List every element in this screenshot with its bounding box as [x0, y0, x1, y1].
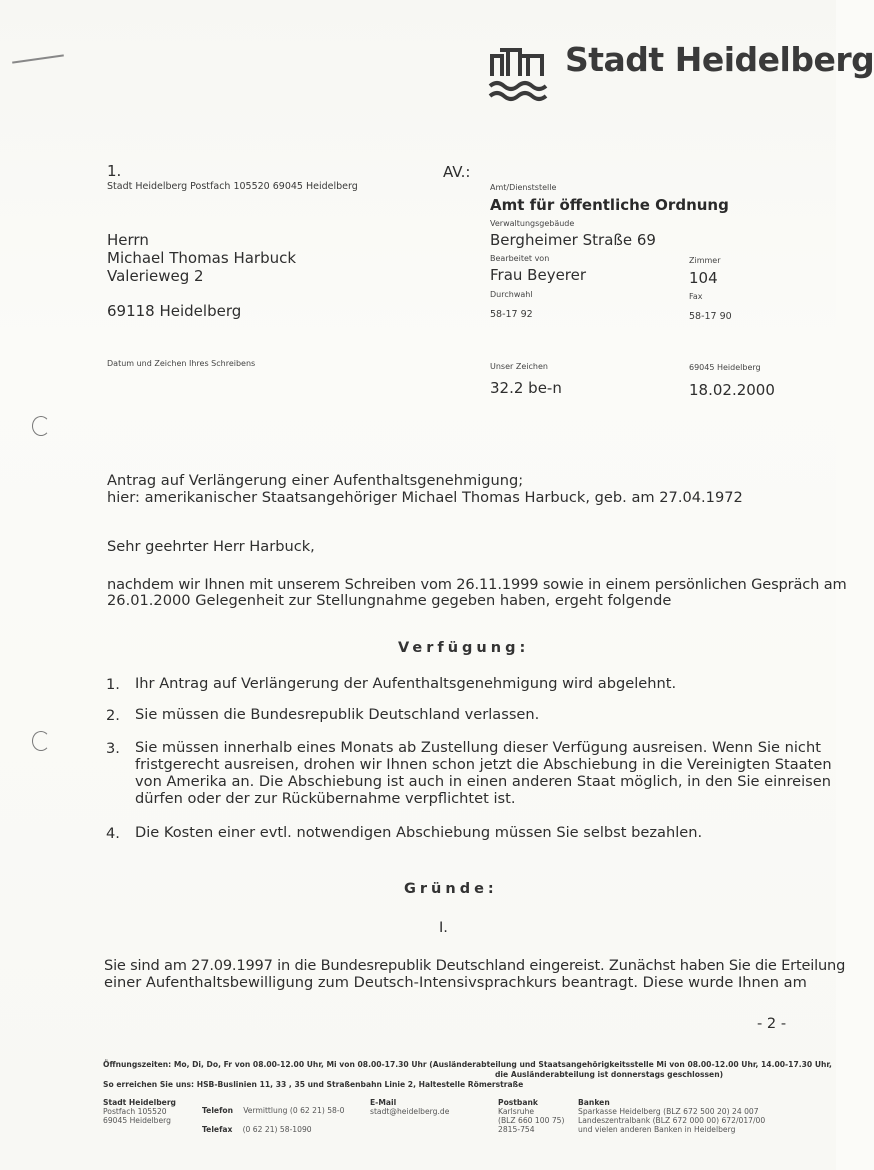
- transit-info: So erreichen Sie uns: HSB-Buslinien 11, 33 , 35 und Straßenbahn Linie 2, Haltestelle Römerstraße: [103, 1080, 524, 1089]
- room-label: Zimmer: [689, 256, 721, 265]
- punch-hole: [32, 731, 50, 751]
- email-label: E-Mail: [370, 1098, 397, 1107]
- phone-label: Telefon: [202, 1106, 234, 1115]
- section-roman: I.: [439, 919, 448, 936]
- postbank-line: Karlsruhe: [498, 1107, 535, 1116]
- handled-label: Bearbeitet von: [490, 254, 550, 263]
- decision-item-number: 1.: [106, 676, 120, 693]
- footer-email: [370, 1098, 449, 1116]
- recipient-name: Michael Thomas Harbuck: [107, 249, 297, 267]
- page-marker: - 2 -: [757, 1015, 787, 1032]
- footer-address-line: Postfach 105520: [103, 1107, 167, 1116]
- postbank-label: Postbank: [498, 1098, 538, 1107]
- footer-banks: [578, 1098, 765, 1134]
- intro-line-2: 26.01.2000 Gelegenheit zur Stellungnahme gegeben haben, ergeht folgende: [107, 592, 672, 609]
- our-reference-label: Unser Zeichen: [490, 362, 548, 371]
- decision-item-number: 4.: [106, 825, 120, 842]
- footer-postbank: [498, 1098, 564, 1134]
- footer-address-line: 69045 Heidelberg: [103, 1116, 171, 1125]
- decision-item-text: Sie müssen die Bundesrepublik Deutschland verlassen.: [135, 706, 540, 723]
- email-value: stadt@heidelberg.de: [370, 1107, 450, 1116]
- phone-number: 58-17 92: [490, 309, 533, 320]
- building-address: Bergheimer Straße 69: [490, 231, 656, 249]
- decision-item-text: Ihr Antrag auf Verlängerung der Aufenthaltsgenehmigung wird abgelehnt.: [135, 675, 677, 692]
- av-label: AV.:: [443, 163, 471, 181]
- handled-by: Frau Beyerer: [490, 266, 587, 284]
- banks-line: Landeszentralbank (BLZ 672 000 00) 672/017/00: [578, 1116, 766, 1125]
- sender-line: Stadt Heidelberg Postfach 105520 69045 Heidelberg: [107, 181, 358, 192]
- your-reference-label: Datum und Zeichen Ihres Schreibens: [107, 359, 256, 368]
- postbank-line: 2815-754: [498, 1125, 535, 1134]
- phone-label: Durchwahl: [490, 290, 533, 299]
- decision-item-text: Sie müssen innerhalb eines Monats ab Zustellung dieser Verfügung ausreisen. Wenn Sie nicht: [135, 739, 821, 756]
- our-reference: 32.2 be-n: [490, 379, 562, 397]
- recipient-salutation: Herrn: [107, 231, 149, 249]
- staple-mark: [12, 54, 64, 63]
- telefax-label: Telefax: [202, 1125, 233, 1134]
- decision-item-number: 3.: [106, 740, 120, 757]
- telefax-value: (0 62 21) 58-1090: [242, 1125, 312, 1134]
- greeting: Sehr geehrter Herr Harbuck,: [107, 538, 315, 555]
- decision-item-text: dürfen oder der zur Rückübernahme verpflichtet ist.: [135, 790, 516, 807]
- decision-item-text: Die Kosten einer evtl. notwendigen Abschiebung müssen Sie selbst bezahlen.: [135, 824, 703, 841]
- fax-number: 58-17 90: [689, 311, 732, 322]
- intro-line-1: nachdem wir Ihnen mit unserem Schreiben vom 26.11.1999 sowie in einem persönlichen Gespräch am: [107, 576, 847, 593]
- subject-line-2: hier: amerikanischer Staatsangehöriger Michael Thomas Harbuck, geb. am 27.04.1972: [107, 489, 743, 506]
- subject-line-1: Antrag auf Verlängerung einer Aufenthaltsgenehmigung;: [107, 472, 524, 489]
- fax-label: Fax: [689, 292, 703, 301]
- postbank-line: (BLZ 660 100 75): [498, 1116, 565, 1125]
- reasons-line-1: Sie sind am 27.09.1997 in die Bundesrepublik Deutschland eingereist. Zunächst haben Sie die Erteilung: [104, 957, 846, 974]
- punch-hole: [32, 416, 50, 436]
- building-label: Verwaltungsgebäude: [490, 219, 575, 228]
- reasons-line-2: einer Aufenthaltsbewilligung zum Deutsch-Intensivsprachkurs beantragt. Diese wurde Ihnen am: [104, 974, 807, 991]
- dept-name: Amt für öffentliche Ordnung: [490, 196, 729, 214]
- footer-phone: [202, 1098, 344, 1136]
- recipient-street: Valerieweg 2: [107, 267, 204, 285]
- decision-item-text: von Amerika an. Die Abschiebung ist auch in einen anderen Staat möglich, in den Sie einreisen: [135, 773, 831, 790]
- reference-number: 1.: [107, 162, 122, 180]
- letterhead-title: Stadt Heidelberg: [565, 40, 874, 79]
- dept-label: Amt/Dienststelle: [490, 183, 557, 192]
- place-label: 69045 Heidelberg: [689, 363, 761, 372]
- decision-item-number: 2.: [106, 707, 120, 724]
- decision-heading: Verfügung:: [398, 640, 530, 656]
- footer-address-title: Stadt Heidelberg: [103, 1098, 176, 1107]
- opening-hours-line-1: Öffnungszeiten: Mo, Di, Do, Fr von 08.00-12.00 Uhr, Mi von 08.00-17.30 Uhr (Ausländerabteilung und Staatsangehörigkeitsstelle Mi von 08.00-12.00 Uhr, 14.00-17.30 Uhr,: [103, 1060, 832, 1069]
- decision-item-text: fristgerecht ausreisen, drohen wir Ihnen schon jetzt die Abschiebung in die Vereinigten Staaten: [135, 756, 832, 773]
- opening-hours-line-2: die Ausländerabteilung ist donnerstags geschlossen): [495, 1070, 724, 1079]
- banks-line: Sparkasse Heidelberg (BLZ 672 500 20) 24 007: [578, 1107, 759, 1116]
- footer-address: [103, 1098, 176, 1125]
- banks-label: Banken: [578, 1098, 610, 1107]
- banks-line: und vielen anderen Banken in Heidelberg: [578, 1125, 736, 1134]
- phone-value: Vermittlung (0 62 21) 58-0: [243, 1106, 345, 1115]
- recipient-city: 69118 Heidelberg: [107, 302, 242, 320]
- reasons-heading: Gründe:: [404, 881, 498, 897]
- letter-date: 18.02.2000: [689, 381, 775, 399]
- city-logo-icon: [490, 44, 546, 102]
- room-number: 104: [689, 269, 718, 287]
